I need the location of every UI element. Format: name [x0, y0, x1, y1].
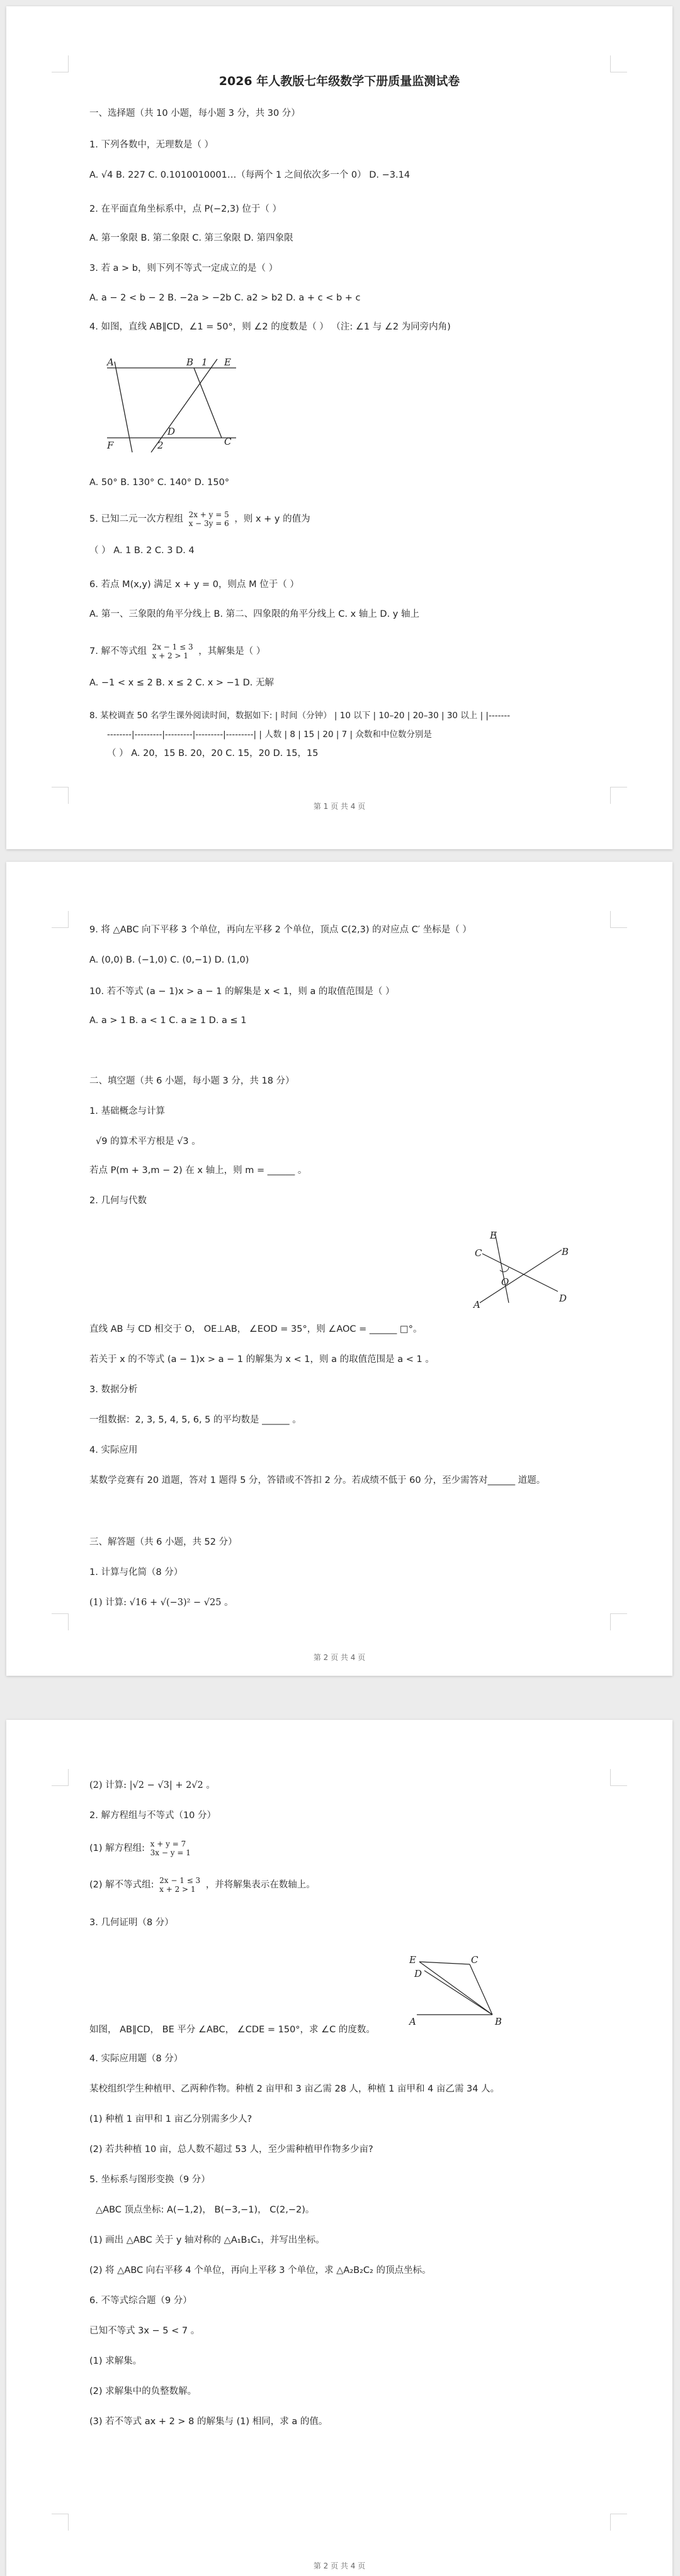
solve-2-2	[89, 1876, 597, 1894]
question-8-table: --------|---------|---------|---------|---------| | 人数 | 8 | 15 | 20 | 7 | 众数和中位数分别是	[107, 730, 432, 740]
page-1	[6, 6, 672, 849]
equation-line: 2x + y = 5	[188, 510, 229, 519]
fig-label-c: C	[475, 1247, 482, 1259]
transform-q2: (2) 将 △ABC 向右平移 4 个单位，再向上平移 3 个单位，求 △A₂B₂C₂ 的顶点坐标。	[89, 2265, 431, 2275]
proof-label-b: B	[495, 2016, 502, 2027]
subsection-heading: 3. 几何证明（8 分）	[89, 1918, 174, 1928]
question-7-tail: ，其解集是（ ）	[198, 646, 266, 656]
question-3-options: A. a − 2 < b − 2 B. −2a > −2b C. a2 > b2 D. a + c < b + c	[89, 293, 361, 303]
inequality-line: x + 2 > 1	[152, 651, 188, 660]
page-2	[6, 862, 672, 1676]
question-5-options: （ ） A. 1 B. 2 C. 3 D. 4	[89, 546, 195, 556]
question-4-options: A. 50° B. 130° C. 140° D. 150°	[89, 478, 230, 488]
subsection-heading: 6. 不等式综合题（9 分）	[89, 2296, 192, 2306]
fig-label-o: O	[501, 1276, 509, 1288]
fig4-label-d: D	[167, 426, 176, 437]
page-title: 2026 年人教版七年级数学下册质量监测试卷	[218, 74, 460, 88]
corner-mark	[610, 911, 627, 928]
section-heading: 二、填空题（共 6 小题，每小题 3 分，共 18 分）	[89, 1076, 295, 1086]
question-1: 1. 下列各数中，无理数是（ ）	[89, 140, 214, 150]
fill-2: 若点 P(m + 3,m − 2) 在 x 轴上，则 m = ______ 。	[89, 1165, 307, 1176]
inequality-q3: (3) 若不等式 ax + 2 > 8 的解集与 (1) 相同，求 a 的值。	[89, 2417, 328, 2427]
inequality-description: 已知不等式 3x − 5 < 7 。	[89, 2326, 200, 2336]
fig-label-e: E	[490, 1230, 497, 1241]
subsection-heading: 1. 计算与化简（8 分）	[89, 1567, 183, 1577]
question-8-options: （ ） A. 20，15 B. 20，20 C. 15，20 D. 15，15	[107, 748, 319, 758]
fig4-label-f: F	[107, 440, 114, 451]
equation-line: x − 3y = 6	[188, 519, 229, 528]
proof-label-a: A	[409, 2016, 416, 2027]
proof-label-d: D	[414, 1968, 422, 1979]
corner-mark	[610, 55, 627, 72]
inequality-line: 2x − 1 ≤ 3	[159, 1876, 201, 1885]
fig-label-a: A	[473, 1299, 480, 1310]
question-7	[89, 643, 597, 660]
subsection-heading: 2. 解方程组与不等式（10 分）	[89, 1811, 217, 1821]
question-4-figure	[101, 353, 246, 454]
question-2: 2. 在平面直角坐标系中，点 P(−2,3) 位于（ ）	[89, 204, 282, 214]
question-5-stem: 5. 已知二元一次方程组	[89, 514, 183, 524]
section-heading: 一、选择题（共 10 小题，每小题 3 分，共 30 分）	[89, 108, 300, 118]
corner-mark	[52, 2514, 69, 2531]
corner-mark	[52, 1769, 69, 1786]
section-heading: 三、解答题（共 6 小题，共 52 分）	[89, 1537, 237, 1547]
fill-1: √9 的算术平方根是 √3 。	[96, 1136, 201, 1147]
fill-6: 某数学竞赛有 20 道题，答对 1 题得 5 分，答错或不答扣 2 分。若成绩不低于 60 分，至少需答对______ 道题。	[89, 1475, 546, 1485]
application-q1: (1) 种植 1 亩甲和 1 亩乙分别需多少人?	[89, 2114, 252, 2124]
proof-label-c: C	[471, 1954, 479, 1966]
inequality-q2: (2) 求解集中的负整数解。	[89, 2386, 197, 2396]
page-number: 第 1 页 共 4 页	[313, 802, 366, 811]
fill-3-figure	[471, 1228, 572, 1310]
equation-system	[189, 510, 229, 528]
fig4-label-2: 2	[157, 440, 164, 451]
inequality-line: 2x − 1 ≤ 3	[152, 643, 193, 651]
corner-mark	[52, 911, 69, 928]
question-7-stem: 7. 解不等式组	[89, 646, 147, 656]
page-3	[6, 1720, 672, 2576]
question-1-options: A. √4 B. 227 C. 0.1010010001…（每两个 1 之间依次多一个 0） D. −3.14	[89, 170, 411, 180]
solve-1-1: (1) 计算: √16 + √(−3)² − √25 。	[89, 1598, 234, 1608]
fig4-label-e: E	[224, 357, 231, 368]
subsection-heading: 3. 数据分析	[89, 1385, 138, 1395]
solve-2-2-tail: ，并将解集表示在数轴上。	[205, 1880, 315, 1890]
solve-2-1-stem: (1) 解方程组:	[89, 1843, 145, 1853]
inequality-line: x + 2 > 1	[159, 1885, 196, 1894]
corner-mark	[52, 55, 69, 72]
equation-system	[150, 1840, 191, 1857]
inequality-system	[152, 643, 193, 660]
transform-description: △ABC 顶点坐标: A(−1,2)， B(−3,−1)， C(2,−2)。	[96, 2205, 315, 2215]
subsection-heading: 5. 坐标系与图形变换（9 分）	[89, 2175, 210, 2185]
equation-line: 3x − y = 1	[150, 1848, 191, 1857]
inequality-q1: (1) 求解集。	[89, 2356, 142, 2366]
solve-2-2-stem: (2) 解不等式组:	[89, 1880, 154, 1890]
proof-figure	[407, 1952, 507, 2034]
fig4-label-a: A	[107, 357, 114, 368]
subsection-heading: 2. 几何与代数	[89, 1196, 147, 1206]
question-5-tail: ，则 x + y 的值为	[234, 514, 310, 524]
fill-5: 一组数据：2, 3, 5, 4, 5, 6, 5 的平均数是 ______ 。	[89, 1415, 302, 1425]
corner-mark	[52, 1613, 69, 1630]
solve-1-2: (2) 计算: |√2 − √3| + 2√2 。	[89, 1780, 215, 1790]
equation-line: x + y = 7	[150, 1840, 186, 1848]
question-10: 10. 若不等式 (a − 1)x > a − 1 的解集是 x < 1，则 a 的取值范围是（ ）	[89, 987, 395, 997]
question-10-options: A. a > 1 B. a < 1 C. a ≥ 1 D. a ≤ 1	[89, 1016, 247, 1026]
page-number: 第 2 页 共 4 页	[313, 1653, 366, 1662]
subsection-heading: 4. 实际应用	[89, 1445, 138, 1455]
question-3: 3. 若 a > b，则下列不等式一定成立的是（ ）	[89, 263, 278, 273]
fill-4: 若关于 x 的不等式 (a − 1)x > a − 1 的解集为 x < 1，则 a 的取值范围是 a < 1 。	[89, 1354, 434, 1365]
transform-q1: (1) 画出 △ABC 关于 y 轴对称的 △A₁B₁C₁，并写出坐标。	[89, 2235, 325, 2245]
question-5	[89, 510, 597, 528]
fig-label-b: B	[562, 1246, 569, 1257]
fig4-label-c: C	[224, 436, 232, 447]
question-2-options: A. 第一象限 B. 第二象限 C. 第三象限 D. 第四象限	[89, 233, 293, 243]
application-q2: (2) 若共种植 10 亩，总人数不超过 53 人，至少需种植甲作物多少亩?	[89, 2144, 373, 2155]
proof-question: 如图， AB∥CD， BE 平分 ∠ABC， ∠CDE = 150°，求 ∠C 的度数。	[89, 2025, 375, 2035]
question-9: 9. 将 △ABC 向下平移 3 个单位，再向左平移 2 个单位，顶点 C(2,3) 的对应点 C′ 坐标是（ ）	[89, 925, 472, 935]
corner-mark	[610, 2514, 627, 2531]
question-6-options: A. 第一、三象限的角平分线上 B. 第二、四象限的角平分线上 C. x 轴上 D. y 轴上	[89, 609, 419, 619]
question-6: 6. 若点 M(x,y) 满足 x + y = 0，则点 M 位于（ ）	[89, 580, 299, 590]
fig4-label-1: 1	[201, 357, 208, 368]
corner-mark	[610, 1769, 627, 1786]
proof-label-e: E	[409, 1954, 416, 1966]
subsection-heading: 4. 实际应用题（8 分）	[89, 2054, 183, 2064]
fig-label-d: D	[559, 1293, 567, 1304]
question-8: 8. 某校调查 50 名学生课外阅读时间，数据如下: | 时间（分钟） | 10 以下 | 10–20 | 20–30 | 30 以上 | |-------	[89, 711, 511, 721]
question-9-options: A. (0,0) B. (−1,0) C. (0,−1) D. (1,0)	[89, 955, 249, 965]
application-description: 某校组织学生种植甲、乙两种作物。种植 2 亩甲和 3 亩乙需 28 人，种植 1 亩甲和 4 亩乙需 34 人。	[89, 2084, 500, 2094]
corner-mark	[610, 1613, 627, 1630]
solve-2-1	[89, 1840, 597, 1857]
subsection-heading: 1. 基础概念与计算	[89, 1106, 165, 1116]
question-4: 4. 如图，直线 AB∥CD，∠1 = 50°，则 ∠2 的度数是（ ） （注: ∠1 与 ∠2 为同旁内角)	[89, 322, 451, 332]
page-number: 第 2 页 共 4 页	[313, 2562, 366, 2570]
inequality-system	[159, 1876, 200, 1894]
fig4-label-b: B	[186, 357, 194, 368]
fill-3: 直线 AB 与 CD 相交于 O， OE⊥AB， ∠EOD = 35°，则 ∠AOC = ______ □°。	[89, 1324, 422, 1334]
question-7-options: A. −1 < x ≤ 2 B. x ≤ 2 C. x > −1 D. 无解	[89, 678, 275, 688]
